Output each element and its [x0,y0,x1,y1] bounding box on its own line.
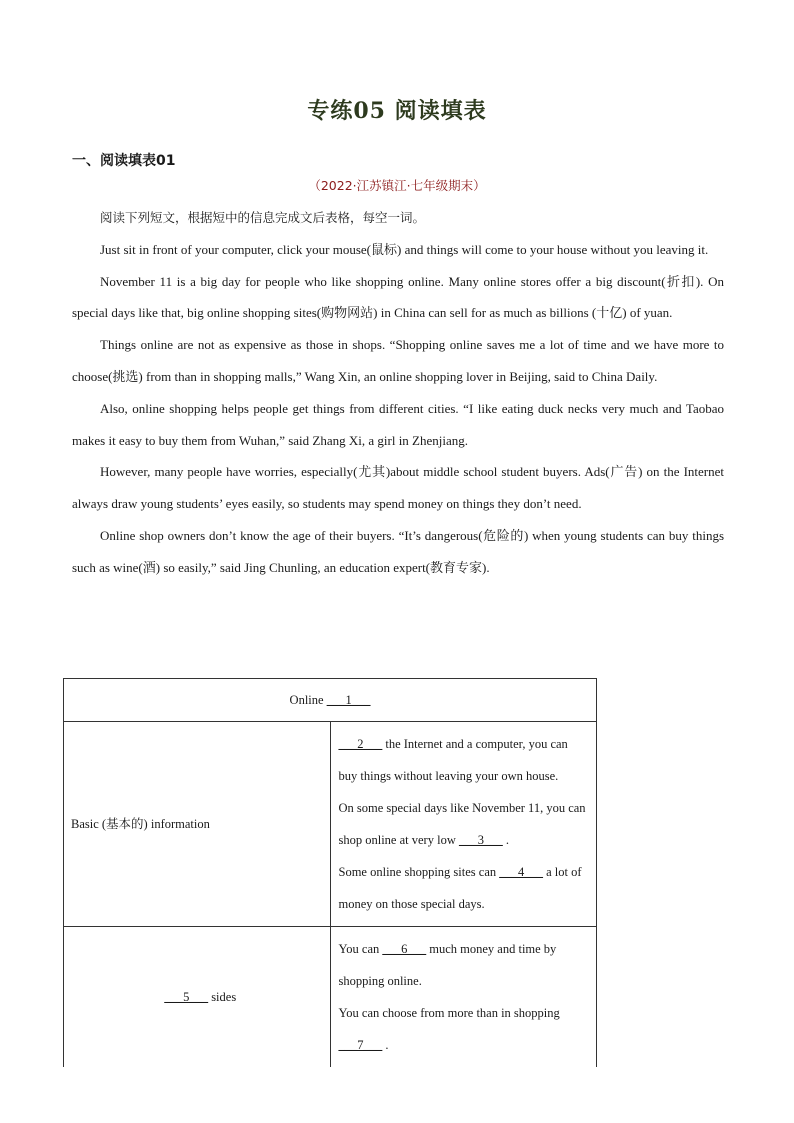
header-prefix: Online [289,692,327,707]
passage [72,202,724,584]
blank-1[interactable]: ___1___ [326,692,371,707]
blank-4[interactable]: ___4___ [499,865,543,879]
section-heading: 一、阅读填表01 [72,153,176,169]
paragraph: Just sit in front of your computer, click your mouse(鼠标) and things will come to your house without you leaving it. [100,241,709,257]
row-content-sides [330,927,597,1068]
instruction: 阅读下列短文，根据短中的信息完成文后表格，每空一词。 [100,210,426,225]
paragraph: November 11 is a big day for people who like shopping online. Many online stores offer a big discount(折扣). On special days like that, big online shopping sites(购物网站) in China can sell for as much as billions (十亿) of yuan. [72,273,724,321]
row-content-basic [330,722,597,927]
paragraph: Online shop owners don’t know the age of their buyers. “It’s dangerous(危险的) when young students can buy things such as wine(酒) so easily,” said Jing Chunling, an education expert(教育专家). [72,527,724,575]
blank-7[interactable]: ___7___ [338,1038,383,1052]
blank-5[interactable]: ___5___ [164,990,209,1004]
page-title: 专练05 阅读填表 [307,98,487,124]
fill-in-table [63,678,597,1067]
table-line: ___2___ the Internet and a computer, you can buy things without leaving your own house. [338,737,568,783]
paragraph: However, many people have worries, especially(尤其)about middle school student buyers. Ads(广告) on the Internet always draw young students’ eyes easily, so students may spend money on things they don’t need. [72,464,724,512]
source-note: （2022·江苏镇江·七年级期末） [308,178,486,193]
blank-2[interactable]: ___2___ [338,737,383,751]
table-header-cell [64,679,597,722]
blank-3[interactable]: ___3___ [458,833,503,847]
row-label-basic: Basic (基本的) information [64,722,331,927]
table-line: Some online shopping sites can ___4___ a lot of money on those special days. [338,865,582,911]
paragraph: Things online are not as expensive as those in shops. “Shopping online saves me a lot of time and we have more to choose(挑选) from than in shopping malls,” Wang Xin, an online shopping lover in Beijing, said to China Daily. [72,337,724,384]
row-label-sides: ___5___ sides [64,927,331,1068]
table-line: On some special days like November 11, you can shop online at very low ___3___ . [338,801,586,847]
paragraph: Also, online shopping helps people get things from different cities. “I like eating duck necks very much and Taobao makes it easy to buy them from Wuhan,” said Zhang Xi, a girl in Zhenjiang. [72,400,724,448]
blank-6[interactable]: ___6___ [382,942,427,956]
table-line: You can choose from more than in shopping ___7___ . [338,1006,560,1052]
table-line: You can ___6___ much money and time by shopping online. [338,942,557,988]
